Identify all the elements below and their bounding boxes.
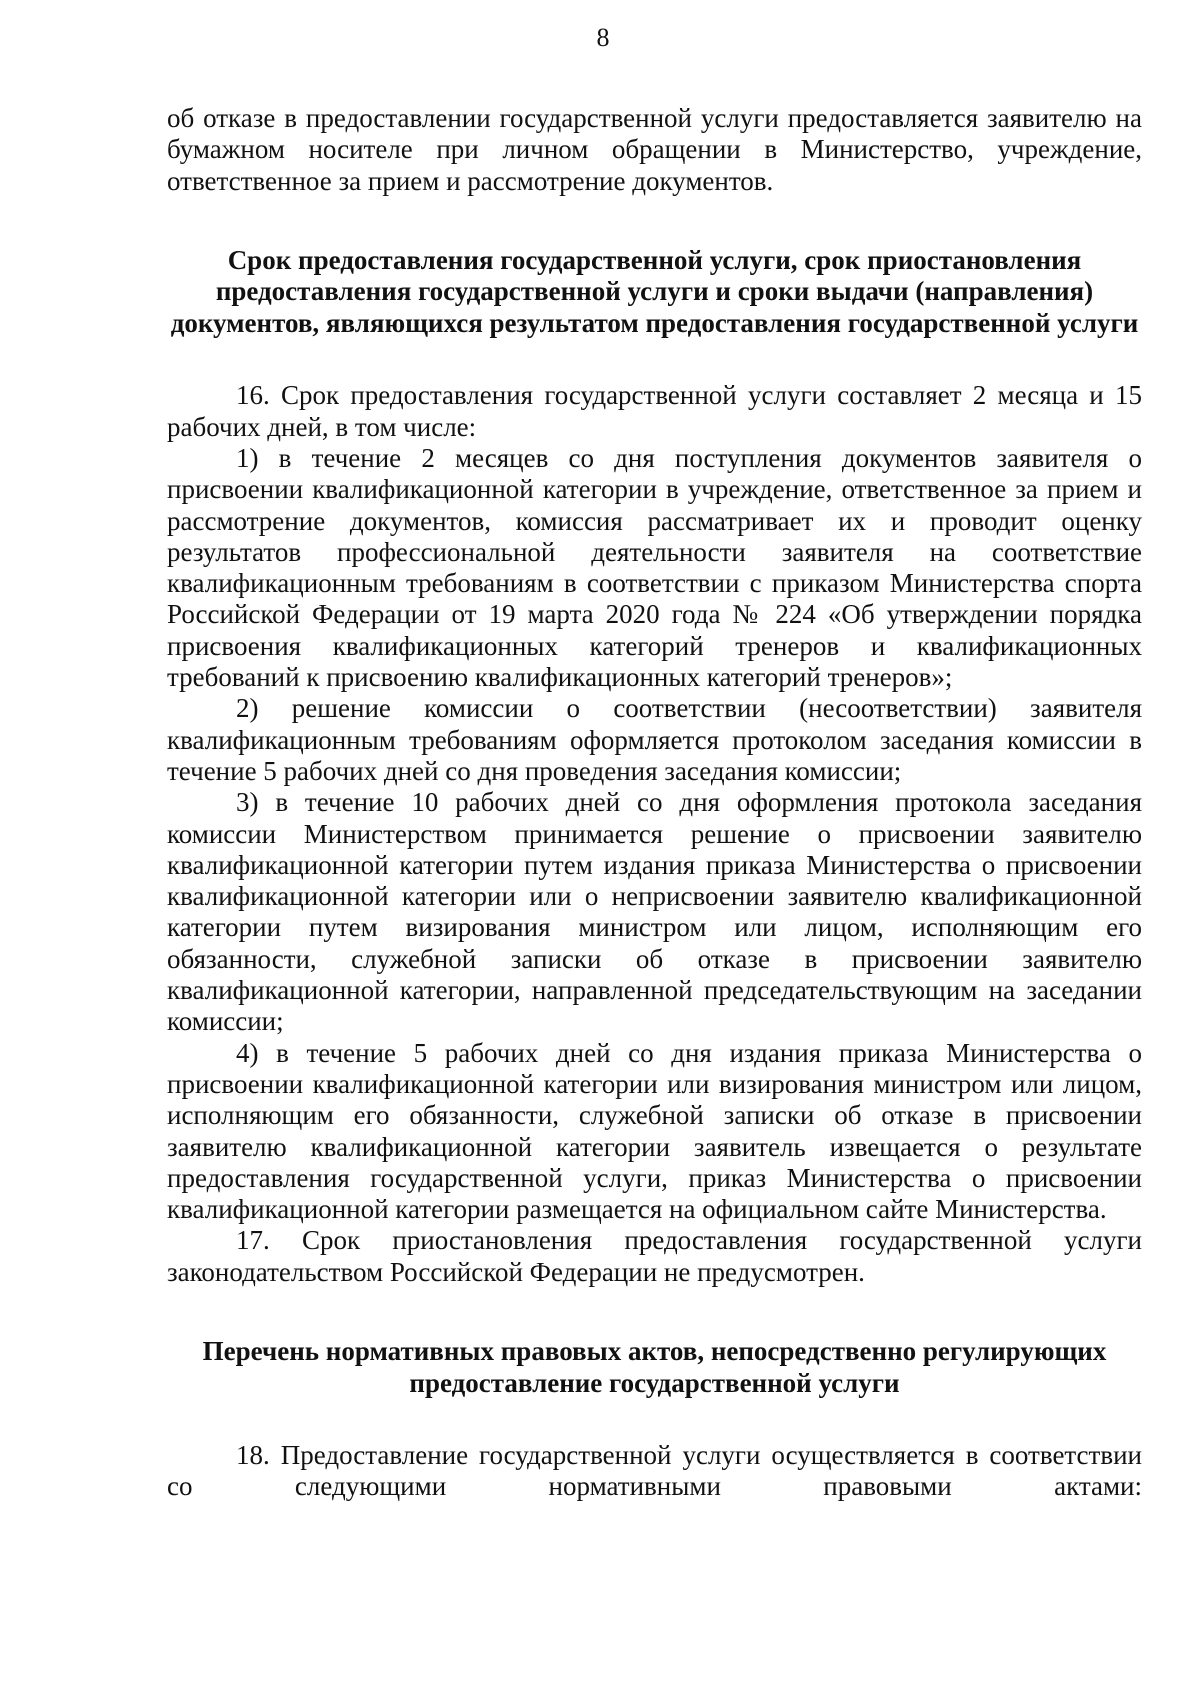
page-number: 8 bbox=[596, 23, 610, 52]
section-heading-legal-acts: Перечень нормативных правовых актов, непосредственно регулирующих предоставление государственной услуги bbox=[202, 1336, 1107, 1398]
section-heading-term: Срок предоставления государственной услуги, срок приостановления предоставления государственной услуги и сроки выдачи (направления) документов, являющихся результатом предоставления государственной услуги bbox=[170, 244, 1139, 338]
list-item-1: 1) в течение 2 месяцев со дня поступления документов заявителя о присвоении квалификационной категории в учреждение, ответственное за прием и рассмотрение документов, комиссия рассматривает их и проводит оценку результатов профессиональной деятельности заявителя на соответствие квалификационным требованиям в соответствии с приказом Министерства спорта Российской Федерации от 19 марта 2020 года № 224 «Об утверждении порядка присвоения квалификационных категорий тренеров и квалификационных требований к присвоению квалификационных категорий тренеров»; bbox=[167, 442, 1142, 693]
list-item-2: 2) решение комиссии о соответствии (несоответствии) заявителя квалификационным требованиям оформляется протоколом заседания комиссии в течение 5 рабочих дней со дня проведения заседания комиссии; bbox=[167, 693, 1142, 786]
document-body bbox=[167, 103, 1142, 1503]
paragraph-18: 18. Предоставление государственной услуги осуществляется в соответствии со следующими нормативными правовыми актами: bbox=[167, 1440, 1142, 1502]
paragraph-16: 16. Срок предоставления государственной услуги составляет 2 месяца и 15 рабочих дней, в том числе: bbox=[167, 380, 1142, 442]
list-item-3: 3) в течение 10 рабочих дней со дня оформления протокола заседания комиссии Министерством принимается решение о присвоении заявителю квалификационной категории путем издания приказа Министерства о присвоении квалификационной категории или о неприсвоении заявителю квалификационной категории путем визирования министром или лицом, исполняющим его обязанности, служебной записки об отказе в присвоении заявителю квалификационной категории, направленной председательствующим на заседании комиссии; bbox=[167, 787, 1142, 1037]
paragraph-continuation: об отказе в предоставлении государственной услуги предоставляется заявителю на бумажном носителе при личном обращении в Министерство, учреждение, ответственное за прием и рассмотрение документов. bbox=[167, 103, 1142, 196]
list-item-4: 4) в течение 5 рабочих дней со дня издания приказа Министерства о присвоении квалификационной категории или визирования министром или лицом, исполняющим его обязанности, служебной записки об отказе в присвоении заявителю квалификационной категории заявитель извещается о результате предоставления государственной услуги, приказ Министерства о присвоении квалификационной категории размещается на официальном сайте Министерства. bbox=[167, 1037, 1142, 1225]
paragraph-17: 17. Срок приостановления предоставления государственной услуги законодательством Российской Федерации не предусмотрен. bbox=[167, 1225, 1142, 1287]
